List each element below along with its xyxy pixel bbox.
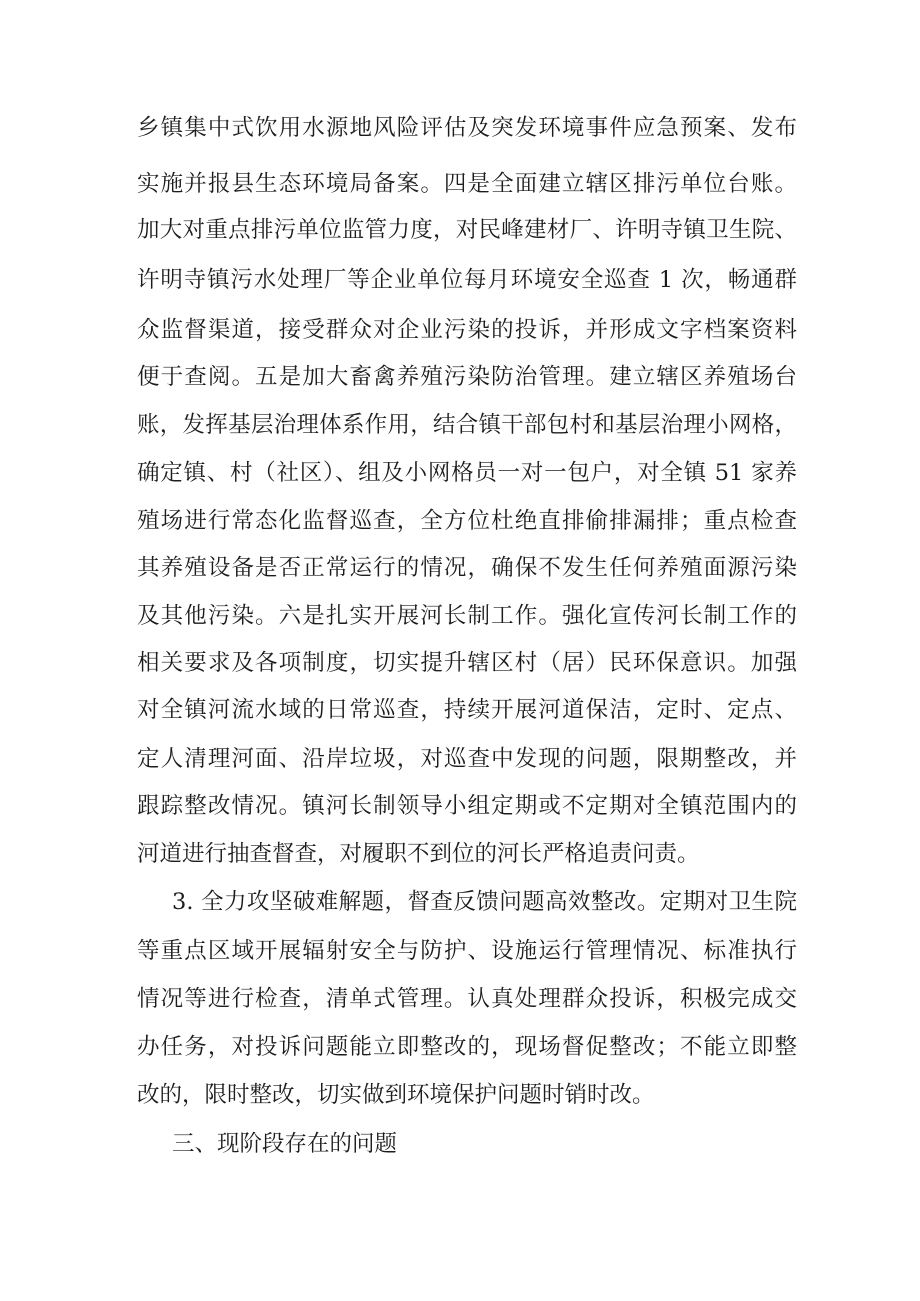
text-line: 改的，限时整改，切实做到环境保护问题时销时改。 bbox=[137, 1082, 655, 1108]
text-line: 情况等进行检查，清单式管理。认真处理群众投诉，积极完成交 bbox=[137, 986, 797, 1012]
text-line: 便于查阅。五是加大畜禽养殖污染防治管理。建立辖区养殖场台 bbox=[137, 364, 797, 390]
text-line: 许明寺镇污水处理厂等企业单位每月环境安全巡查 1 次，畅通群 bbox=[137, 267, 797, 293]
text-line: 账，发挥基层治理体系作用，结合镇干部包村和基层治理小网格， bbox=[137, 412, 797, 438]
text-line: 河道进行抽查督查，对履职不到位的河长严格追责问责。 bbox=[137, 841, 700, 867]
text-line: 对全镇河流水域的日常巡查，持续开展河道保洁，定时、定点、 bbox=[137, 697, 797, 723]
section-heading: 三、现阶段存在的问题 bbox=[172, 1131, 398, 1157]
text-line: 确定镇、村（社区）、组及小网格员一对一包户，对全镇 51 家养 bbox=[137, 460, 797, 486]
text-line: 跟踪整改情况。镇河长制领导小组定期或不定期对全镇范围内的 bbox=[137, 793, 797, 819]
text-line: 定人清理河面、沿岸垃圾，对巡查中发现的问题，限期整改，并 bbox=[137, 746, 797, 772]
text-line: 众监督渠道，接受群众对企业污染的投诉，并形成文字档案资料 bbox=[137, 317, 797, 343]
text-line: 殖场进行常态化监督巡查，全方位杜绝直排偷排漏排；重点检查 bbox=[137, 508, 797, 534]
text-line: 乡镇集中式饮用水源地风险评估及突发环境事件应急预案、发布 bbox=[137, 115, 797, 141]
text-line: 加大对重点排污单位监管力度，对民峰建材厂、许明寺镇卫生院、 bbox=[137, 217, 797, 243]
text-line: 3. 全力攻坚破难解题，督查反馈问题高效整改。定期对卫生院 bbox=[172, 889, 797, 915]
text-line: 等重点区域开展辐射安全与防护、设施运行管理情况、标准执行 bbox=[137, 938, 797, 964]
text-line: 实施并报县生态环境局备案。四是全面建立辖区排污单位台账。 bbox=[137, 171, 797, 197]
text-line: 其养殖设备是否正常运行的情况，确保不发生任何养殖面源污染 bbox=[137, 555, 797, 581]
text-line: 及其他污染。六是扎实开展河长制工作。强化宣传河长制工作的 bbox=[137, 603, 797, 629]
text-line: 相关要求及各项制度，切实提升辖区村（居）民环保意识。加强 bbox=[137, 650, 797, 676]
text-line: 办任务，对投诉问题能立即整改的，现场督促整改；不能立即整 bbox=[137, 1034, 797, 1060]
